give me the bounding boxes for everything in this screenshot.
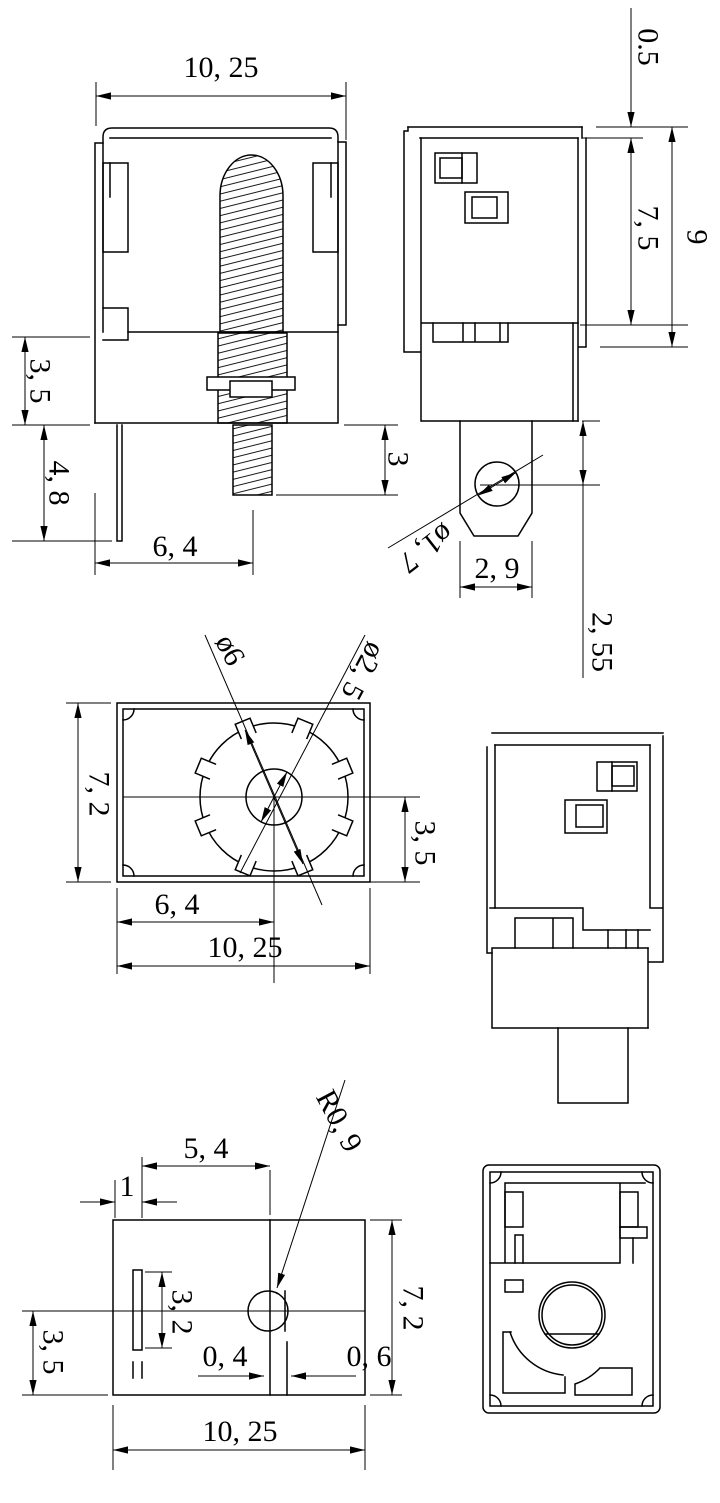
dim-bottom-gap-left: 0, 4 xyxy=(202,1340,248,1373)
dim-bottom-width: 10, 25 xyxy=(202,1415,278,1448)
bottom-view xyxy=(22,1080,430,1470)
dim-bottom-height: 7, 2 xyxy=(396,1285,430,1331)
dim-bottom-edge-to-slot: 1 xyxy=(119,1170,135,1203)
dim-front-lower-height: 4, 8 xyxy=(42,460,76,506)
dim-side-tab-width: 2, 9 xyxy=(474,552,520,585)
dim-top-center-offset: 3, 5 xyxy=(408,820,442,866)
dim-top-width: 10, 25 xyxy=(207,931,283,964)
dim-bottom-offset: 3, 5 xyxy=(36,1329,70,1375)
dim-top-center-x: 6, 4 xyxy=(154,888,200,921)
dim-front-shaft-length: 3 xyxy=(381,451,415,467)
dim-side-total-height: 9 xyxy=(680,229,714,245)
dim-bottom-fillet-radius: R0, 9 xyxy=(309,1084,369,1158)
dim-bottom-gap-right: 0, 6 xyxy=(346,1340,392,1373)
dim-top-height: 7, 2 xyxy=(82,771,116,817)
left-side-view xyxy=(487,733,663,1103)
front-view xyxy=(12,51,415,575)
dim-side-body-height: 7, 5 xyxy=(631,205,665,251)
dim-front-upper-height: 3, 5 xyxy=(23,358,57,404)
dim-top-outer-dia: ø6 xyxy=(208,629,252,671)
dim-top-inner-dia: ø2, 5 xyxy=(334,636,392,706)
top-view xyxy=(66,629,442,983)
dim-side-hole-offset: 2, 55 xyxy=(585,612,619,672)
dim-bottom-slot-to-center: 5, 4 xyxy=(183,1132,229,1165)
bottom-detail-view xyxy=(483,1165,660,1413)
dim-bottom-slot-height: 3, 2 xyxy=(165,1289,199,1335)
dim-front-width: 10, 25 xyxy=(183,51,259,84)
right-side-view xyxy=(388,8,714,678)
dim-front-pin-to-shaft: 6, 4 xyxy=(152,530,198,563)
dim-side-lip: 0.5 xyxy=(631,28,665,66)
dim-side-hole-dia: ø1, 7 xyxy=(392,516,460,580)
